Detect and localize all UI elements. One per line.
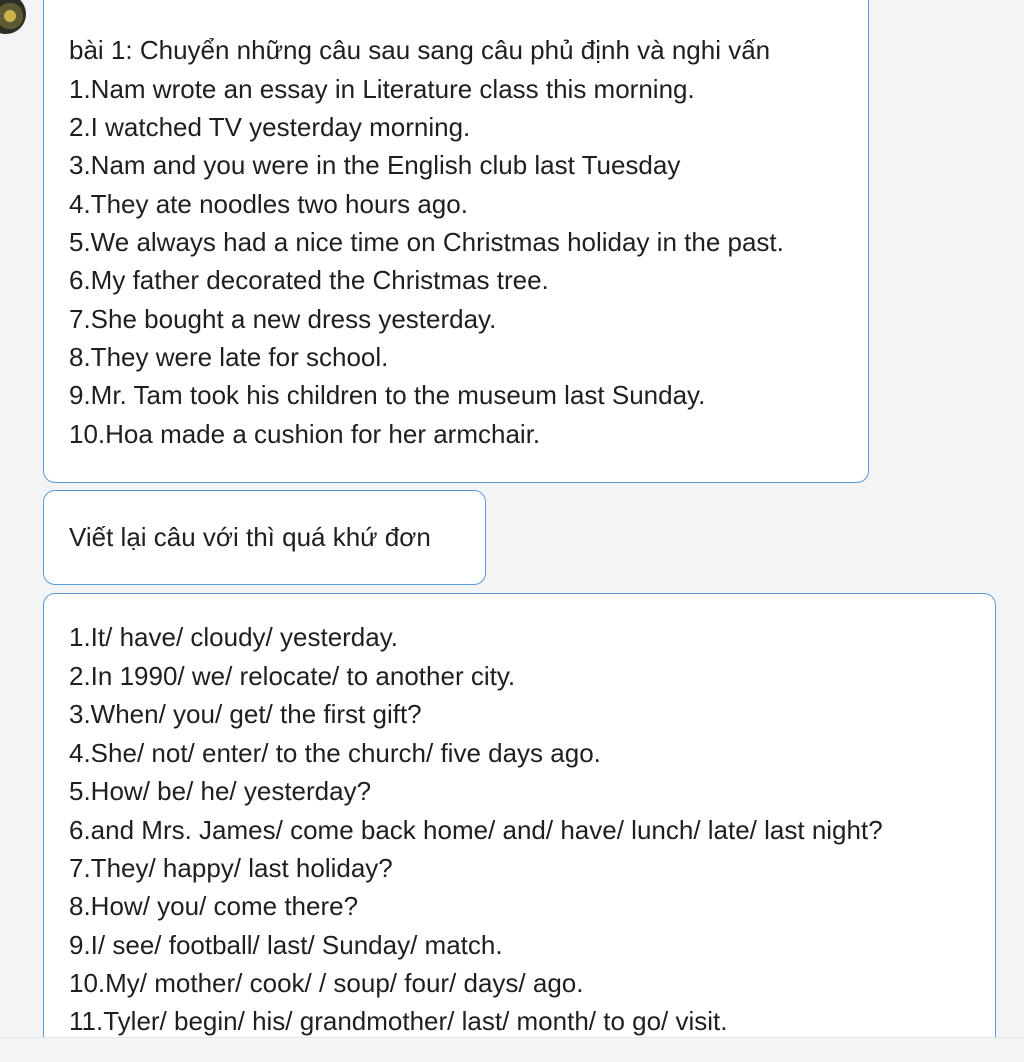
list-item: 10.Hoa made a cushion for her armchair. (69, 419, 541, 449)
list-item: 1.Nam wrote an essay in Literature class this morning. (69, 74, 695, 104)
list-item: 7.They/ happy/ last holiday? (69, 853, 393, 883)
list-item: 3.When/ you/ get/ the first gift? (69, 699, 422, 729)
list-item: 8.They were late for school. (69, 342, 389, 372)
list-item: 1.It/ have/ cloudy/ yesterday. (69, 622, 399, 652)
list-item: 3.Nam and you were in the English club last Tuesday (69, 150, 681, 180)
list-item: 9.I/ see/ football/ last/ Sunday/ match. (69, 930, 503, 960)
message-bubble-exercise-2[interactable] (43, 593, 996, 1062)
composer-area (0, 1037, 1024, 1062)
list-item: 4.They ate noodles two hours ago. (69, 189, 468, 219)
message-text: Viết lại câu với thì quá khứ đơn (69, 522, 431, 552)
list-item: 10.My/ mother/ cook/ / soup/ four/ days/ ago. (69, 968, 584, 998)
list-item: 4.She/ not/ enter/ to the church/ five days ago. (69, 738, 601, 768)
list-item: 5.We always had a nice time on Christmas holiday in the past. (69, 227, 784, 257)
list-item: 6.My father decorated the Christmas tree. (69, 265, 549, 295)
list-item: 6.and Mrs. James/ come back home/ and/ have/ lunch/ late/ last night? (69, 815, 883, 845)
list-item: 2.In 1990/ we/ relocate/ to another city. (69, 661, 516, 691)
sender-avatar[interactable] (0, 0, 26, 34)
list-item: 5.How/ be/ he/ yesterday? (69, 776, 372, 806)
message-bubble-exercise-1[interactable] (43, 0, 869, 483)
list-item: 11.Tyler/ begin/ his/ grandmother/ last/ month/ to go/ visit. (69, 1006, 728, 1036)
list-item: 7.She bought a new dress yesterday. (69, 304, 497, 334)
list-item: 9.Mr. Tam took his children to the museum last Sunday. (69, 380, 706, 410)
list-item: 8.How/ you/ come there? (69, 891, 359, 921)
message-bubble-instruction[interactable] (43, 490, 486, 585)
list-item: 2.I watched TV yesterday morning. (69, 112, 471, 142)
message-heading: bài 1: Chuyển những câu sau sang câu phủ định và nghi vấn (69, 35, 771, 65)
